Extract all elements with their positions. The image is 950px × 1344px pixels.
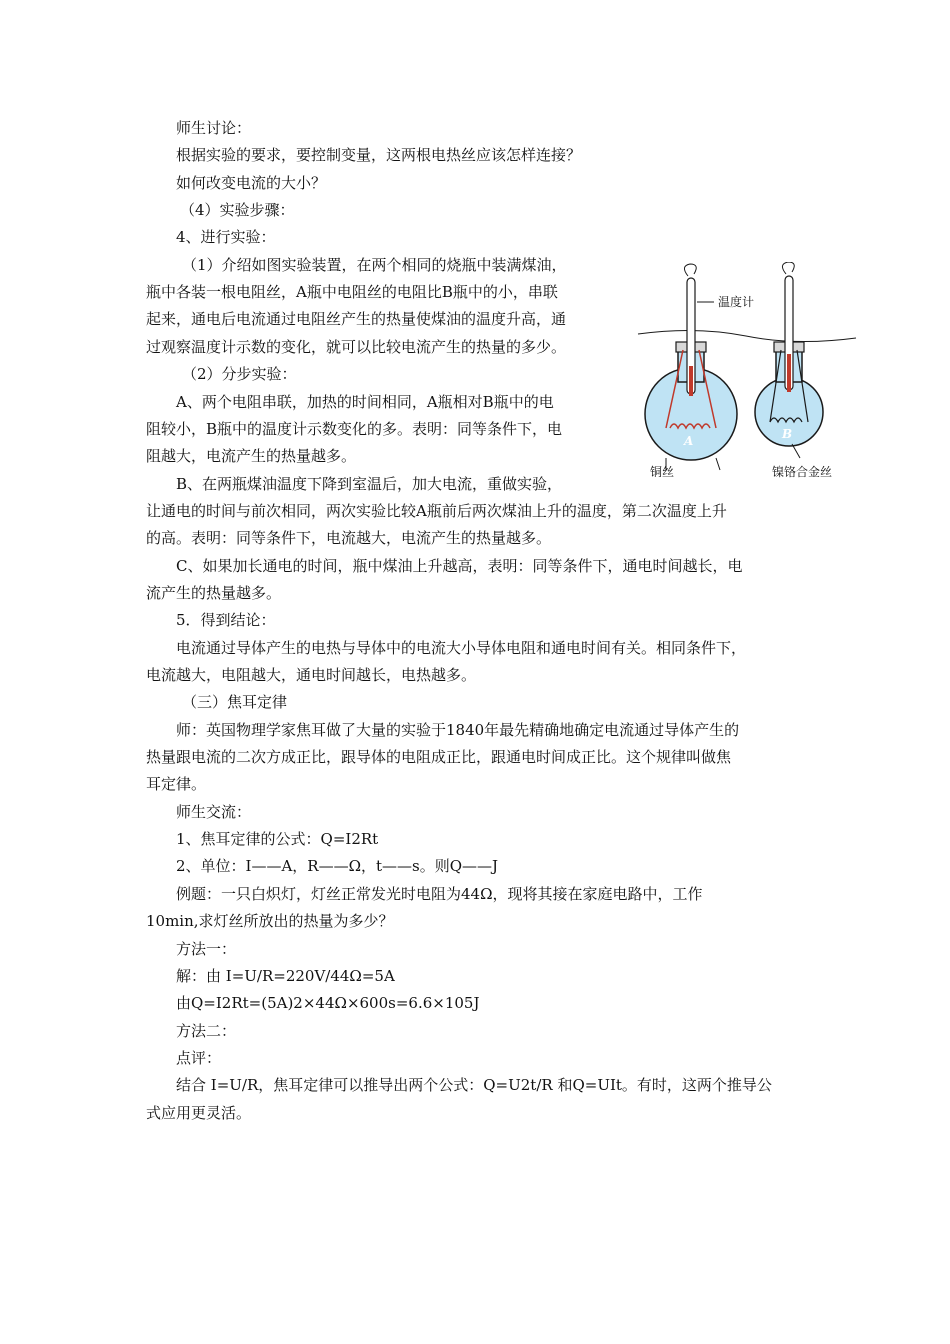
experiment-apparatus-diagram — [636, 262, 858, 484]
joule-experiment-figure — [636, 262, 858, 484]
text-line: 由Q=I2Rt=(5A)2×44Ω×600s=6.6×105J — [176, 994, 480, 1013]
table-line — [638, 330, 856, 341]
text-line: 2、单位：I——A，R——Ω，t——s。则Q——J — [176, 857, 499, 876]
text-line: （三）焦耳定律 — [182, 693, 288, 712]
nichrome-wire-label: 镍铬合金丝 — [772, 465, 833, 479]
text-line: 式应用更灵活。 — [146, 1103, 252, 1122]
text-line: 热量跟电流的二次方成正比，跟导体的电阻成正比，跟通电时间成正比。这个规律叫做焦 — [146, 748, 732, 767]
text-line: 瓶中各装一根电阻丝，A瓶中电阻丝的电阻比B瓶中的小，串联 — [146, 283, 558, 302]
flask-b-pointer — [792, 444, 800, 458]
text-line: 解：由 I=U/R=220V/44Ω=5A — [176, 966, 395, 985]
text-line: 师生讨论： — [176, 119, 252, 137]
text-line: 流产生的热量越多。 — [146, 583, 282, 602]
thermometer-a-liquid — [689, 366, 693, 396]
text-line: 师生交流： — [176, 802, 252, 821]
copper-wire-label: 铜丝 — [650, 465, 675, 479]
thermometer-b-liquid — [787, 354, 791, 392]
text-line: （4）实验步骤： — [180, 201, 295, 220]
text-line: A、两个电阻串联，加热的时间相同，A瓶相对B瓶中的电 — [176, 392, 554, 411]
text-line: 根据实验的要求，要控制变量，这两根电热丝应该怎样连接？ — [176, 146, 582, 165]
text-line: 10min,求灯丝所放出的热量为多少？ — [146, 912, 394, 931]
text-line: 方法一： — [176, 939, 237, 958]
flask-b-letter: B — [782, 427, 793, 441]
text-line: 结合 I=U/R，焦耳定律可以推导出两个公式：Q=U2t/R 和Q=UIt。有时，这两个推导公 — [176, 1076, 772, 1095]
thermometer-label: 温度计 — [718, 295, 755, 309]
text-line: 电流越大，电阻越大，通电时间越长，电热越多。 — [146, 666, 477, 684]
text-line: 4、进行实验： — [176, 228, 276, 247]
text-line: 的高。表明：同等条件下，电流越大，电流产生的热量越多。 — [146, 529, 552, 548]
thermometer-b-hook — [782, 262, 794, 274]
text-line: 5．得到结论： — [176, 611, 276, 630]
text-line: 例题：一只白炽灯，灯丝正常发光时电阻为44Ω，现将其接在家庭电路中，工作 — [176, 884, 703, 903]
thermometer-a-hook — [684, 264, 696, 276]
text-line: 过观察温度计示数的变化，就可以比较电流产生的热量的多少。 — [146, 337, 567, 356]
text-line: 点评： — [176, 1048, 222, 1067]
text-line: C、如果加长通电的时间，瓶中煤油上升越高，表明：同等条件下，通电时间越长，电 — [176, 556, 743, 575]
text-line: B、在两瓶煤油温度下降到室温后，加大电流，重做实验， — [176, 474, 563, 493]
text-line: 让通电的时间与前次相同，两次实验比较A瓶前后两次煤油上升的温度，第二次温度上升 — [146, 501, 727, 520]
text-line: 如何改变电流的大小？ — [176, 173, 327, 192]
text-line: 电流通过导体产生的电热与导体中的电流大小导体电阻和通电时间有关。相同条件下， — [176, 638, 747, 657]
text-line: 师：英国物理学家焦耳做了大量的实验于1840年最先精确地确定电流通过导体产生的 — [176, 720, 740, 739]
text-line: 方法二： — [176, 1021, 237, 1040]
text-line: （1）介绍如图实验装置，在两个相同的烧瓶中装满煤油， — [182, 255, 567, 274]
text-line: 1、焦耳定律的公式：Q=I2Rt — [176, 830, 379, 849]
text-line: 阻较小，B瓶中的温度计示数变化的多。表明：同等条件下，电 — [146, 419, 563, 438]
text-line: 耳定律。 — [146, 775, 207, 794]
text-line: 起来，通电后电流通过电阻丝产生的热量使煤油的温度升高，通 — [146, 310, 567, 329]
flask-b — [755, 262, 823, 458]
text-line: 阻越大，电流产生的热量越多。 — [146, 447, 357, 466]
flask-a-letter: A — [684, 434, 694, 448]
text-line: （2）分步实验： — [182, 365, 297, 384]
